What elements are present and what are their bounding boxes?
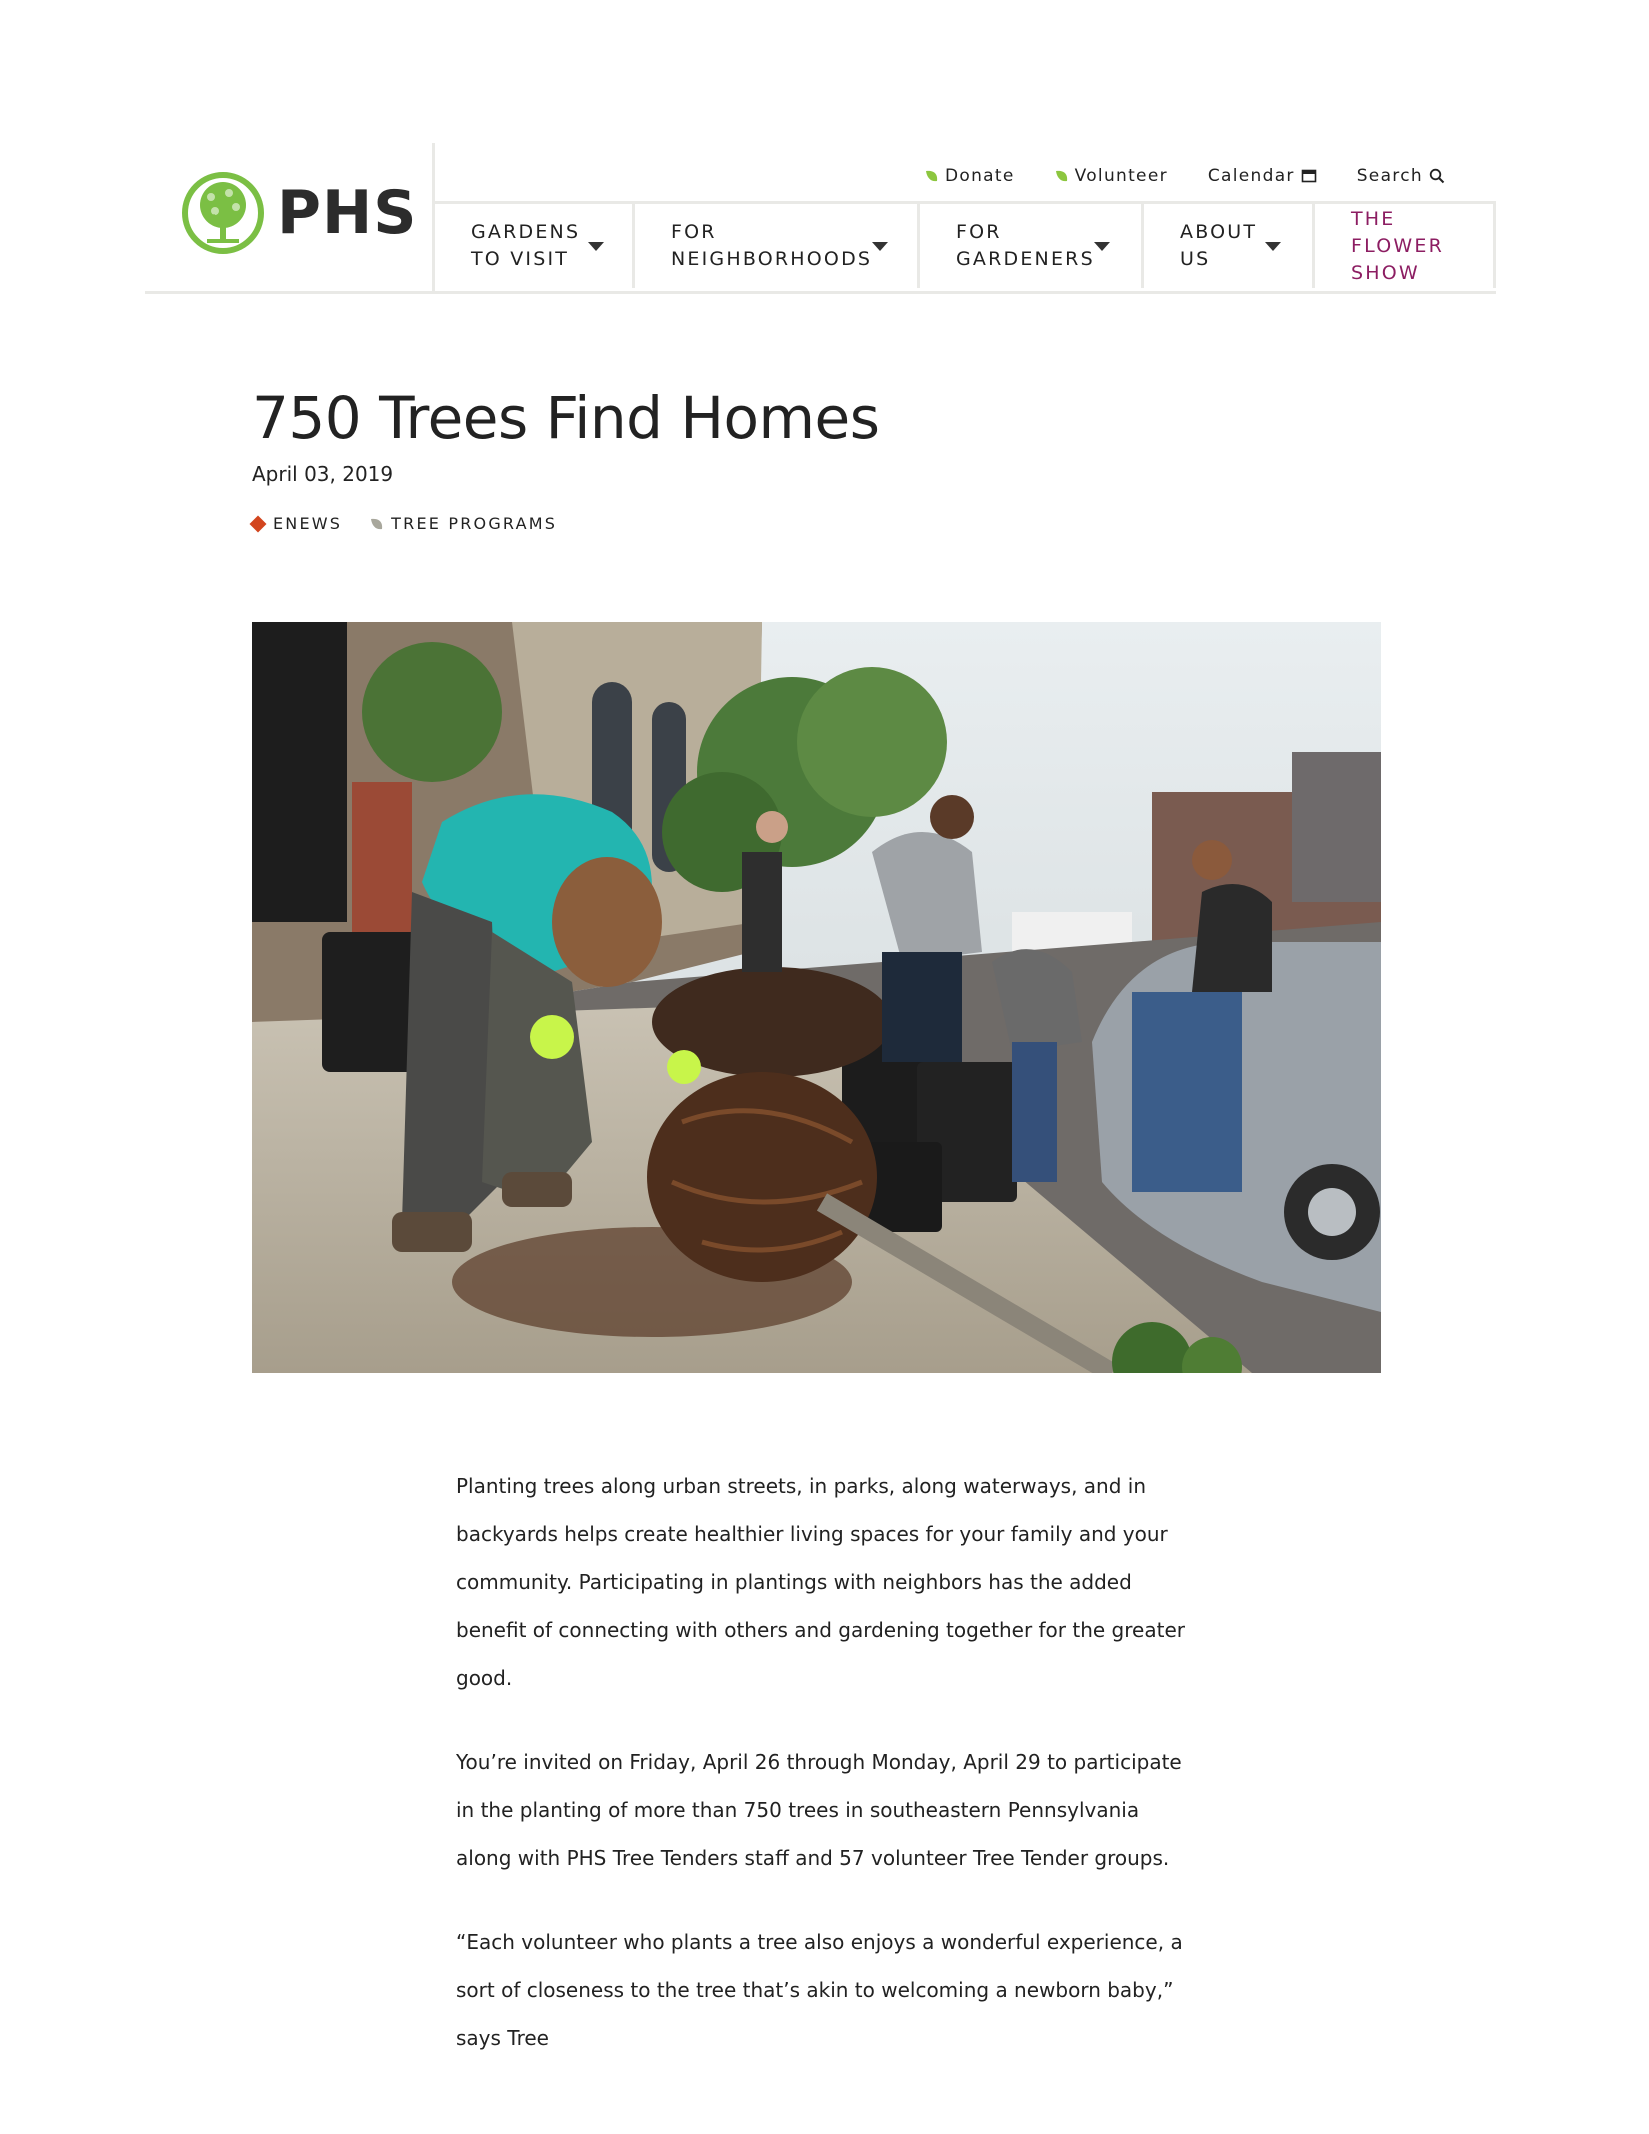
article-body <box>456 1462 1196 2098</box>
tag-tree-programs[interactable] <box>370 514 557 533</box>
nav-label: ABOUT US <box>1180 221 1258 270</box>
nav-label: FOR GARDENERS <box>956 221 1095 270</box>
volunteer-link[interactable] <box>1055 166 1168 186</box>
tree-logo-icon <box>181 171 265 255</box>
article-tags <box>252 514 585 533</box>
chevron-down-icon[interactable] <box>1094 242 1110 251</box>
main-nav <box>432 201 1496 288</box>
article-date: April 03, 2019 <box>252 462 394 486</box>
article-paragraph: Planting trees along urban streets, in parks, along waterways, and in backyards helps create healthier living spaces for your family and your community. Participating in plantings with neighbors has the added benefit of connecting with others and gardening together for the greater good. <box>456 1474 1185 1690</box>
article-paragraph: “Each volunteer who plants a tree also enjoys a wonderful experience, a sort of closeness to the tree that’s akin to welcoming a newborn baby,” says Tree <box>456 1930 1183 2050</box>
calendar-icon <box>1301 168 1317 184</box>
volunteer-label: Volunteer <box>1074 166 1168 186</box>
article-title: 750 Trees Find Homes <box>252 384 880 452</box>
leaf-icon <box>1055 169 1069 183</box>
logo-text: PHS <box>277 178 418 248</box>
diamond-icon <box>250 515 267 532</box>
search-icon <box>1429 168 1445 184</box>
site-header <box>145 143 1496 294</box>
utility-nav <box>925 163 1445 189</box>
article-paragraph: You’re invited on Friday, April 26 through Monday, April 29 to participate in the planting of more than 750 trees in southeastern Pennsylvania along with PHS Tree Tenders staff and 57 volunteer Tree Tender groups. <box>456 1750 1182 1870</box>
chevron-down-icon[interactable] <box>1265 242 1281 251</box>
search-label: Search <box>1356 166 1423 186</box>
nav-for-neighborhoods[interactable] <box>632 204 917 288</box>
nav-the-flower-show[interactable] <box>1312 204 1490 288</box>
phs-logo[interactable] <box>181 171 417 255</box>
leaf-icon <box>370 517 384 531</box>
hero-image <box>252 622 1381 1373</box>
tag-enews[interactable] <box>252 514 342 533</box>
nav-for-gardeners[interactable] <box>917 204 1141 288</box>
leaf-icon <box>925 169 939 183</box>
chevron-down-icon[interactable] <box>588 242 604 251</box>
calendar-label: Calendar <box>1207 166 1295 186</box>
nav-gardens-to-visit[interactable] <box>432 204 632 288</box>
nav-label: THE FLOWER SHOW <box>1351 207 1444 284</box>
nav-label: GARDENS TO VISIT <box>471 221 581 270</box>
nav-about-us[interactable] <box>1141 204 1312 288</box>
nav-label: FOR NEIGHBORHOODS <box>671 221 873 270</box>
chevron-down-icon[interactable] <box>872 242 888 251</box>
donate-label: Donate <box>945 166 1015 186</box>
tag-label: TREE PROGRAMS <box>391 514 558 533</box>
search-link[interactable] <box>1357 166 1445 186</box>
calendar-link[interactable] <box>1208 166 1317 186</box>
tag-label: ENEWS <box>273 514 343 533</box>
donate-link[interactable] <box>925 166 1015 186</box>
